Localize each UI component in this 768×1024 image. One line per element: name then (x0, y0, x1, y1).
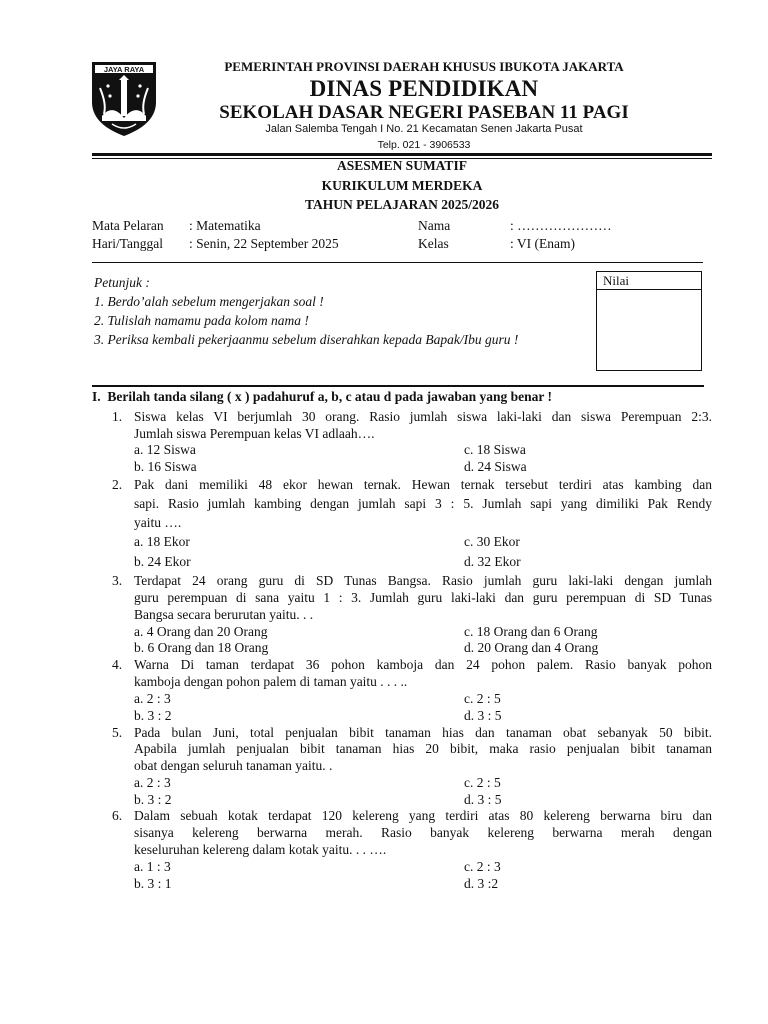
curriculum-title: KURIKULUM MERDEKA (321, 178, 483, 193)
instructions-heading: Petunjuk : (94, 275, 150, 290)
option-a[interactable]: a. 2 : 3 (134, 691, 171, 706)
question-text: Pak dani memiliki 48 ekor hewan ternak. Hewan ternak tersebut terdiri atas kambing dan (134, 477, 712, 492)
option-a[interactable]: a. 1 : 3 (134, 859, 171, 874)
question-text: kamboja dengan pohon palem di taman yaitu . . . .. (134, 674, 408, 689)
section-title (92, 389, 552, 405)
date-value: : Senin, 22 September 2025 (189, 236, 339, 251)
class-value: : VI (Enam) (510, 236, 575, 251)
question-number: 5. (112, 725, 123, 740)
option-a[interactable]: a. 18 Ekor (134, 534, 190, 549)
option-b[interactable]: b. 16 Siswa (134, 459, 197, 474)
question-text: Apabila jumlah penjualan bibit tanaman hias 20 bibit, maka rasio penjualan bibit tanaman (134, 741, 712, 756)
instruction-item: 3. Periksa kembali pekerjaanmu sebelum diserahkan kepada Bapak/Ibu guru ! (94, 332, 519, 347)
option-a[interactable]: a. 2 : 3 (134, 775, 171, 790)
section-numeral: I. (92, 389, 101, 404)
question-text: Warna Di taman terdapat 36 pohon kamboja dan 24 pohon palem. Rasio banyak pohon (134, 657, 712, 672)
jakarta-crest-logo (88, 58, 160, 138)
option-c[interactable]: c. 30 Ekor (464, 534, 520, 549)
header-department: DINAS PENDIDIKAN (309, 76, 539, 101)
option-b[interactable]: b. 3 : 1 (134, 876, 172, 891)
instruction-item: 2. Tulislah namamu pada kolom nama ! (94, 313, 309, 328)
option-b[interactable]: b. 24 Ekor (134, 554, 191, 569)
section-divider (92, 385, 704, 387)
option-c[interactable]: c. 2 : 3 (464, 859, 501, 874)
option-d[interactable]: d. 3 : 5 (464, 792, 502, 807)
option-c[interactable]: c. 18 Siswa (464, 442, 526, 457)
score-box-label: Nilai (597, 272, 701, 290)
question-number: 1. (112, 409, 123, 424)
question-text: guru perempuan di sana yaitu 1 : 3. Jumlah guru laki-laki dan guru perempuan di SD Tunas (134, 590, 712, 605)
option-b[interactable]: b. 3 : 2 (134, 708, 172, 723)
option-a[interactable]: a. 12 Siswa (134, 442, 196, 457)
header-phone: Telp. 021 - 3906533 (377, 139, 471, 151)
question-text: Pada bulan Juni, total penjualan bibit tanaman hias dan tanaman obat sebanyak 50 bibit. (134, 725, 712, 740)
question-number: 4. (112, 657, 123, 672)
exam-title: ASESMEN SUMATIF (337, 158, 467, 173)
option-d[interactable]: d. 3 :2 (464, 876, 499, 891)
subject-value: : Matematika (189, 218, 261, 233)
logo-banner-text: JAYA RAYA (103, 65, 145, 74)
option-c[interactable]: c. 2 : 5 (464, 691, 501, 706)
question-number: 6. (112, 808, 123, 823)
option-b[interactable]: b. 3 : 2 (134, 792, 172, 807)
question-text: yaitu …. (134, 515, 182, 530)
question-text: Terdapat 24 orang guru di SD Tunas Bangsa. Rasio jumlah guru laki-laki dengan jumlah (134, 573, 712, 588)
class-label: Kelas (418, 236, 449, 251)
instruction-item: 1. Berdo’alah sebelum mengerjakan soal ! (94, 294, 324, 309)
question-text: obat dengan seluruh tanaman yaitu. . (134, 758, 333, 773)
option-c[interactable]: c. 2 : 5 (464, 775, 501, 790)
question-number: 3. (112, 573, 123, 588)
subject-label: Mata Pelaran (92, 218, 164, 233)
option-c[interactable]: c. 18 Orang dan 6 Orang (464, 624, 598, 639)
option-d[interactable]: d. 24 Siswa (464, 459, 527, 474)
header-school-name: SEKOLAH DASAR NEGERI PASEBAN 11 PAGI (219, 102, 629, 123)
name-field[interactable]: : ………………… (510, 218, 612, 233)
option-d[interactable]: d. 20 Orang dan 4 Orang (464, 640, 599, 655)
question-text: Siswa kelas VI berjumlah 30 orang. Rasio jumlah siswa laki-laki dan siswa Perempuan 2:3. (134, 409, 712, 424)
letterhead-divider-thick (92, 153, 712, 156)
option-b[interactable]: b. 6 Orang dan 18 Orang (134, 640, 269, 655)
question-text: Jumlah siswa Perempuan kelas VI adlaah…. (134, 426, 375, 441)
option-d[interactable]: d. 32 Ekor (464, 554, 521, 569)
date-label: Hari/Tanggal (92, 236, 164, 251)
header-government: PEMERINTAH PROVINSI DAERAH KHUSUS IBUKOTA JAKARTA (224, 59, 624, 74)
question-text: Bangsa secara berurutan yaitu. . . (134, 607, 314, 622)
name-label: Nama (418, 218, 451, 233)
question-text: Dalam sebuah kotak terdapat 120 kelereng yang terdiri atas 80 kelereng berwarna biru dan (134, 808, 712, 823)
identity-divider (92, 262, 703, 263)
score-box[interactable] (596, 271, 702, 371)
option-d[interactable]: d. 3 : 5 (464, 708, 502, 723)
question-text: sisanya kelereng berwarna merah. Rasio banyak kelereng berwarna merah dengan (134, 825, 712, 840)
question-number: 2. (112, 477, 123, 492)
question-text: sapi. Rasio jumlah kambing dengan jumlah sapi 3 : 5. Jumlah sapi yang dimiliki Pak Rendy (134, 496, 712, 511)
section-instruction: Berilah tanda silang ( x ) padahuruf a, b, c atau d pada jawaban yang benar ! (107, 389, 552, 404)
header-address: Jalan Salemba Tengah I No. 21 Kecamatan Senen Jakarta Pusat (265, 123, 583, 135)
option-a[interactable]: a. 4 Orang dan 20 Orang (134, 624, 268, 639)
question-text: keseluruhan kelereng dalam kotak yaitu. . . …. (134, 842, 387, 857)
academic-year: TAHUN PELAJARAN 2025/2026 (304, 197, 499, 212)
